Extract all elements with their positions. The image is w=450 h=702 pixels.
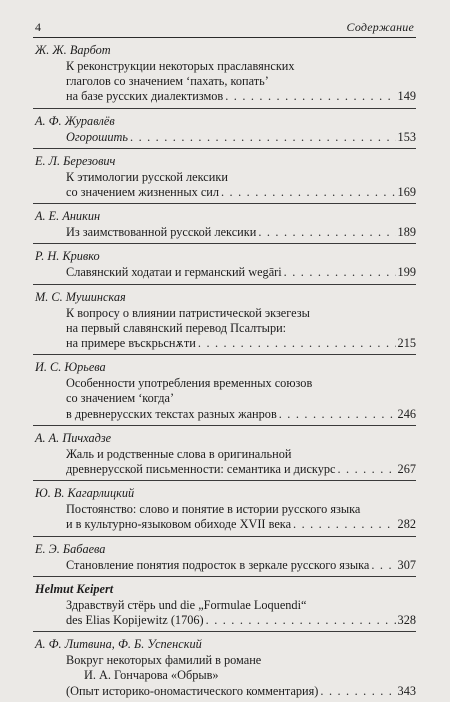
toc-entry	[33, 355, 416, 426]
toc-entry	[33, 632, 416, 702]
entry-title	[33, 598, 416, 631]
entry-page-number: 267	[397, 462, 416, 477]
title-line-with-page	[66, 407, 416, 422]
title-line: глаголов со значением ‘пахать, копать’	[66, 74, 269, 89]
entry-title	[33, 558, 416, 576]
title-line: Из заимствованной русской лексики	[66, 225, 257, 240]
entry-author: Е. Э. Бабаева	[35, 541, 106, 556]
toc-entry	[33, 38, 416, 109]
title-line-with-page	[66, 185, 416, 200]
toc-entry	[33, 426, 416, 481]
title-line-with-page	[66, 613, 416, 628]
toc-entry	[33, 109, 416, 149]
title-line: К реконструкции некоторых праславянских	[66, 59, 295, 73]
title-line: Жаль и родственные слова в оригинальной	[66, 446, 292, 461]
dot-leader	[198, 336, 396, 351]
title-line: Здравствуй стёрь und die „Formulae Loquendi“	[66, 597, 307, 612]
entry-page-number: 169	[397, 185, 416, 200]
entry-page-number: 246	[397, 406, 416, 421]
entry-author: М. С. Мушинская	[35, 289, 126, 304]
toc-entry	[33, 577, 416, 632]
entry-title	[33, 376, 416, 425]
entry-page-number: 328	[397, 613, 416, 628]
entry-title	[33, 225, 416, 243]
toc-entry	[33, 285, 416, 356]
title-line: И. А. Гончарова «Обрыв»	[84, 668, 219, 683]
title-line: Постоянство: слово и понятие в истории русского языка	[66, 502, 361, 517]
entry-author: Ж. Ж. Варбот	[35, 43, 111, 57]
title-line: Становление понятия подросток в зеркале русского языка	[66, 557, 370, 572]
dot-leader	[279, 407, 396, 422]
page-number: 4	[35, 20, 41, 34]
dot-leader	[293, 517, 396, 532]
entry-author: А. Е. Аникин	[35, 209, 101, 224]
title-line: в древнерусских текстах разных жанров	[66, 406, 277, 421]
title-line: К вопросу о влиянии патристической экзегезы	[66, 305, 310, 320]
title-line-with-page	[66, 684, 416, 699]
title-line: со значением ‘когда’	[66, 391, 175, 406]
dot-leader	[337, 462, 395, 477]
entry-author: А. Ф. Журавлёв	[35, 113, 115, 128]
entry-title	[33, 170, 416, 203]
dot-leader	[225, 89, 395, 104]
title-line: древнерусской письменности: семантика и дискурс	[66, 462, 336, 477]
page-header	[33, 20, 416, 38]
entry-author: Е. Л. Березович	[35, 153, 116, 168]
dot-leader	[284, 265, 396, 280]
entry-title	[33, 502, 416, 535]
dot-leader	[258, 225, 395, 240]
dot-leader	[221, 185, 396, 200]
entry-page-number: 199	[397, 265, 416, 280]
entry-title	[33, 306, 416, 355]
section-title: Содержание	[346, 20, 414, 34]
title-line-with-page	[66, 89, 416, 104]
dot-leader	[371, 558, 395, 573]
entry-page-number: 282	[397, 517, 416, 532]
dot-leader	[206, 613, 396, 628]
title-line-with-page	[66, 517, 416, 532]
dot-leader	[320, 684, 395, 699]
title-line: Вокруг некоторых фамилий в романе	[66, 653, 262, 668]
title-line: Огорошить	[66, 129, 129, 144]
title-line: (Опыт историко-ономастического комментария)	[66, 683, 319, 698]
entry-author: Р. Н. Кривко	[35, 249, 100, 264]
title-line-with-page	[66, 558, 416, 573]
entry-title	[33, 447, 416, 480]
title-line: со значением жизненных сил	[66, 185, 219, 200]
entry-page-number: 189	[397, 225, 416, 240]
dot-leader	[130, 130, 396, 145]
title-line-with-page	[66, 265, 416, 280]
entry-page-number: 149	[397, 89, 416, 104]
entry-title	[33, 130, 416, 148]
title-line-with-page	[66, 225, 416, 240]
entry-page-number: 343	[397, 683, 416, 698]
title-line-with-page	[66, 336, 416, 351]
entry-author: Helmut Keipert	[35, 581, 114, 596]
entry-author: Ю. В. Кагарлицкий	[35, 486, 135, 501]
title-line-with-page	[66, 130, 416, 145]
title-line: К этимологии русской лексики	[66, 169, 228, 184]
toc-entry	[33, 481, 416, 536]
title-line: на первый славянский перевод Псалтыри:	[66, 320, 287, 335]
title-line-with-page	[66, 462, 416, 477]
entry-author: А. А. Пичхадзе	[35, 430, 112, 445]
entry-title	[33, 653, 416, 702]
entry-author: И. С. Юрьева	[35, 360, 106, 375]
title-line: Особенности употребления временных союзов	[66, 376, 313, 391]
title-line: и в культурно-языковом обиходе XVII века	[66, 517, 292, 532]
title-line: на базе русских диалектизмов	[66, 89, 224, 104]
entry-page-number: 307	[397, 557, 416, 572]
entry-page-number: 153	[397, 129, 416, 144]
entry-title	[33, 265, 416, 283]
title-line: des Elias Kopijewitz (1706)	[66, 613, 204, 628]
entry-author: А. Ф. Литвина, Ф. Б. Успенский	[35, 637, 202, 652]
entry-page-number: 215	[397, 336, 416, 351]
entry-title	[33, 59, 416, 108]
toc-entry	[33, 204, 416, 244]
toc-entry	[33, 149, 416, 204]
toc-entry	[33, 244, 416, 284]
toc-entry	[33, 537, 416, 577]
title-line: на примере въскрьснѫти	[66, 336, 196, 351]
title-line: Славянский ходатаи и германский wegāri	[66, 265, 282, 280]
